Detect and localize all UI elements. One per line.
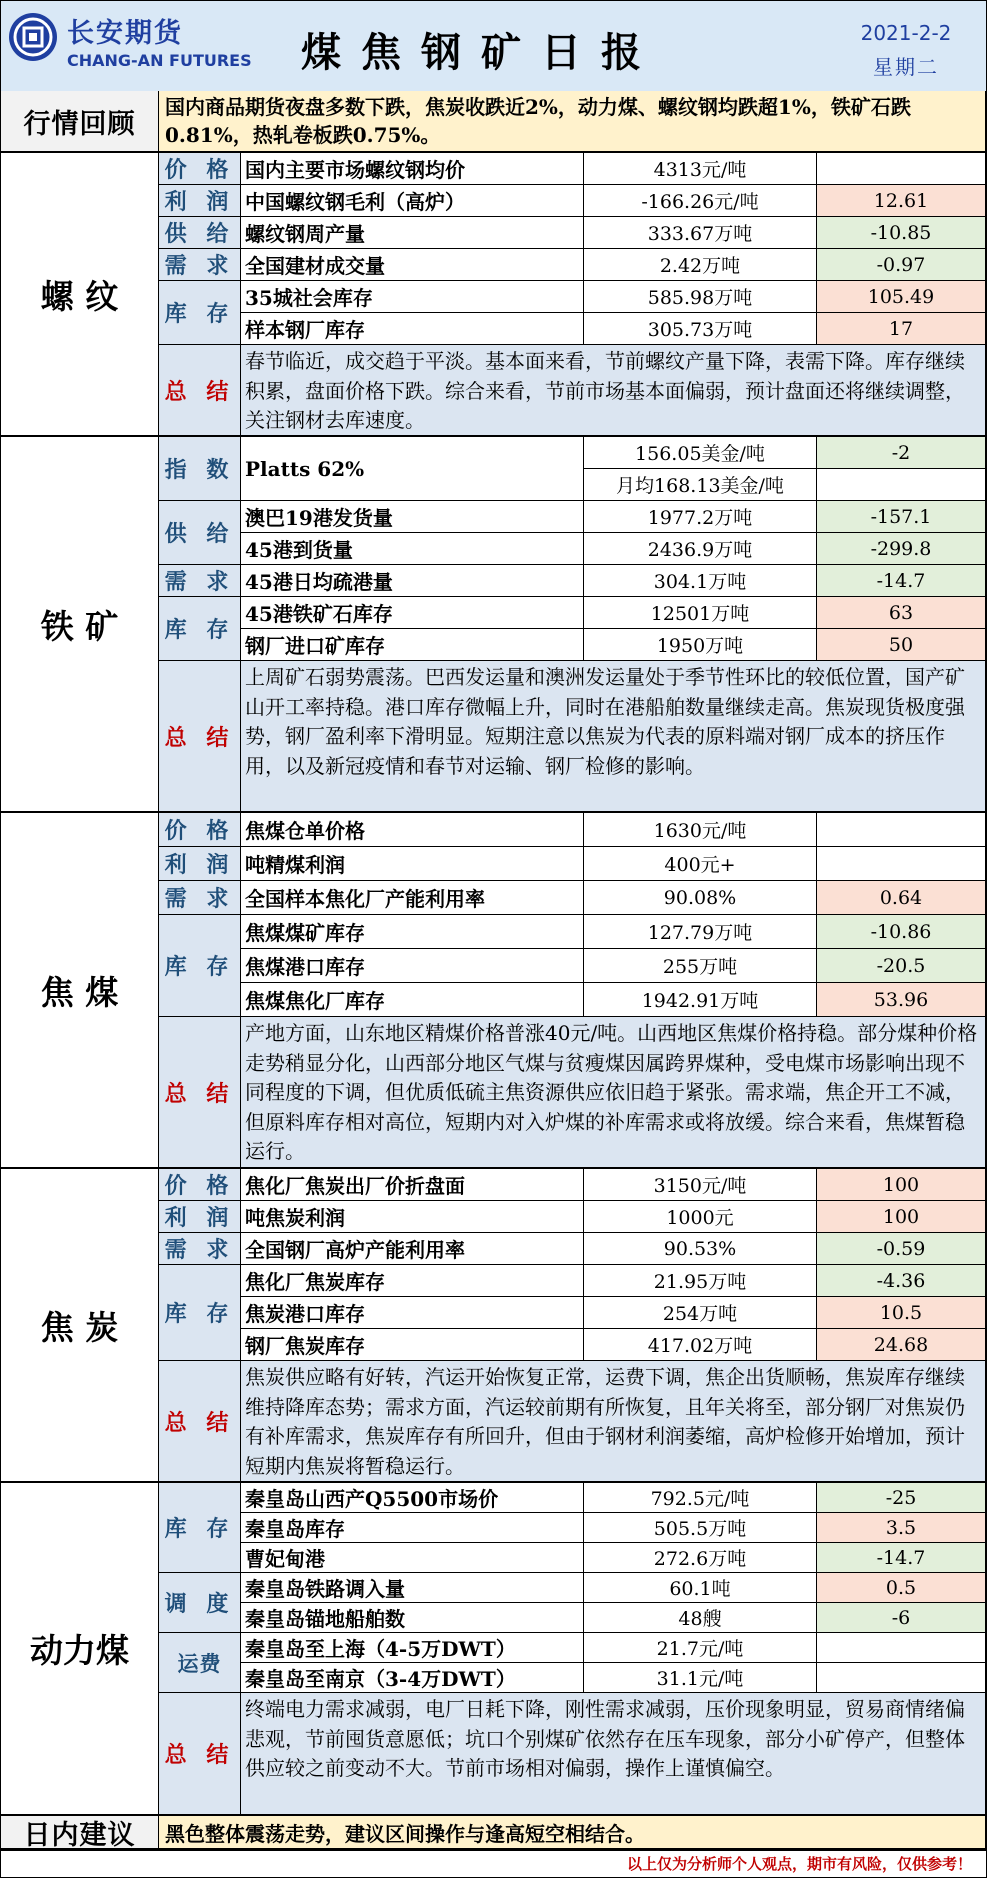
table-row-change: -20.5: [817, 949, 986, 983]
coke-summary-text: 焦炭供应略有好转，汽运开始恢复正常，运费下调，焦企出货顺畅，焦炭库存继续维持降库态势；需求方面，汽运较前期有所恢复，且年关将至，部分钢厂对焦炭仍有补库需求，焦炭库存有所回升，但由于钢材利润萎缩，高炉检修开始增加，预计短期内焦炭将暂稳运行。: [241, 1361, 986, 1483]
table-row-value: 333.67万吨: [584, 217, 817, 249]
iron-cat-supply: 供 给: [159, 501, 241, 565]
table-row-value: -166.26元/吨: [584, 185, 817, 217]
brand-name-cn: 长安期货: [67, 18, 183, 49]
table-row-change: -25: [817, 1483, 986, 1513]
table-row-value: 272.6万吨: [584, 1543, 817, 1573]
table-row-value: 305.73万吨: [584, 313, 817, 345]
table-row-change: -6: [817, 1603, 986, 1633]
table-row-change: 17: [817, 313, 986, 345]
table-row-name: 吨精煤利润: [241, 847, 584, 881]
table-row-change: 10.5: [817, 1297, 986, 1329]
table-row-name: 焦煤焦化厂库存: [241, 983, 584, 1017]
table-row-name: 焦化厂焦炭库存: [241, 1265, 584, 1297]
table-row-name: 秦皇岛山西产Q5500市场价: [241, 1483, 584, 1513]
coke-cat-price: 价 格: [159, 1169, 241, 1201]
table-row-change: 63: [817, 597, 986, 629]
table-row-value: 505.5万吨: [584, 1513, 817, 1543]
report-header: [1, 1, 986, 93]
table-row-change: -0.97: [817, 249, 986, 281]
table-row-value: 21.95万吨: [584, 1265, 817, 1297]
table-row-name: 钢厂进口矿库存: [241, 629, 584, 661]
iron-cat-index: 指 数: [159, 437, 241, 501]
table-row-change: -14.7: [817, 1543, 986, 1573]
intraday-text: 黑色整体震荡走势，建议区间操作与逢高短空相结合。: [159, 1816, 986, 1849]
report-title: 煤焦钢矿日报: [301, 29, 661, 76]
table-row-value: 127.79万吨: [584, 915, 817, 949]
table-row-value: 585.98万吨: [584, 281, 817, 313]
thermal-cat-freight: 运费: [159, 1633, 241, 1693]
table-row-value: 254万吨: [584, 1297, 817, 1329]
table-row-change: [817, 813, 986, 847]
table-row-name: 秦皇岛锚地船舶数: [241, 1603, 584, 1633]
table-row-name: 中国螺纹钢毛利（高炉）: [241, 185, 584, 217]
table-row-value: 90.08%: [584, 881, 817, 915]
table-row-name: 样本钢厂库存: [241, 313, 584, 345]
table-row-value: 90.53%: [584, 1233, 817, 1265]
risk-disclaimer: 以上仅为分析师个人观点，期市有风险，仅供参考！: [1, 1849, 986, 1877]
table-row-change: 0.64: [817, 881, 986, 915]
table-row-name: 焦煤港口库存: [241, 949, 584, 983]
chang-an-logo-icon: [7, 11, 59, 63]
table-row-value: 400元+: [584, 847, 817, 881]
table-row-value: 417.02万吨: [584, 1329, 817, 1361]
table-row-name: 全国钢厂高炉产能利用率: [241, 1233, 584, 1265]
table-row-name: 45港到货量: [241, 533, 584, 565]
table-row-change: -14.7: [817, 565, 986, 597]
thermal-cat-inventory: 库 存: [159, 1483, 241, 1573]
table-row-name: 螺纹钢周产量: [241, 217, 584, 249]
iron-index-monthly-avg: 月均168.13美金/吨: [584, 469, 817, 501]
review-label: 行情回顾: [1, 91, 159, 153]
table-row-change: -10.86: [817, 915, 986, 949]
table-row-name: 秦皇岛铁路调入量: [241, 1573, 584, 1603]
table-row-change: -4.36: [817, 1265, 986, 1297]
table-row-name: 国内主要市场螺纹钢均价: [241, 153, 584, 185]
thermal-summary-text: 终端电力需求减弱，电厂日耗下降，刚性需求减弱，压价现象明显，贸易商情绪偏悲观，节前囤货意愿低；坑口个别煤矿依然存在压车现象，部分小矿停产，但整体供应较之前变动不大。节前市场相对偏弱，操作上谨慎偏空。: [241, 1693, 986, 1816]
table-row-change: -0.59: [817, 1233, 986, 1265]
rebar-cat-inventory: 库 存: [159, 281, 241, 345]
coking-summary-label: 总 结: [159, 1017, 241, 1169]
iron-index-name: Platts 62%: [241, 437, 584, 501]
section-thermal-coal: 动力煤: [1, 1483, 159, 1816]
table-row-change: [817, 1663, 986, 1693]
review-text: 国内商品期货夜盘多数下跌，焦炭收跌近2%，动力煤、螺纹钢均跌超1%，铁矿石跌0.81%，热轧卷板跌0.75%。: [159, 91, 986, 153]
table-row-value: 60.1吨: [584, 1573, 817, 1603]
table-row-change: -157.1: [817, 501, 986, 533]
table-row-change: [817, 847, 986, 881]
table-row-value: 255万吨: [584, 949, 817, 983]
iron-summary-text: 上周矿石弱势震荡。巴西发运量和澳洲发运量处于季节性环比的较低位置，国产矿山开工率持稳。港口库存微幅上升，同时在港船舶数量继续走高。焦炭现货极度强势，钢厂盈利率下滑明显。短期注意以焦炭为代表的原料端对钢厂成本的挤压作用，以及新冠疫情和春节对运输、钢厂检修的影响。: [241, 661, 986, 813]
table-row-value: 2.42万吨: [584, 249, 817, 281]
table-row-change: 105.49: [817, 281, 986, 313]
rebar-cat-demand: 需 求: [159, 249, 241, 281]
table-row-change: [817, 1633, 986, 1663]
section-iron-ore: 铁 矿: [1, 437, 159, 813]
table-row-name: 钢厂焦炭库存: [241, 1329, 584, 1361]
rebar-cat-supply: 供 给: [159, 217, 241, 249]
table-row-value: 3150元/吨: [584, 1169, 817, 1201]
thermal-summary-label: 总 结: [159, 1693, 241, 1816]
iron-index-change: -2: [817, 437, 986, 469]
coking-summary-text: 产地方面，山东地区精煤价格普涨40元/吨。山西地区焦煤价格持稳。部分煤种价格走势稍显分化，山西部分地区气煤与贫瘦煤因属跨界煤种，受电煤市场影响出现不同程度的下调，但优质低硫主焦资源供应依旧趋于紧张。需求端，焦企开工不减，但原料库存相对高位，短期内对入炉煤的补库需求或将放缓。综合来看，焦煤暂稳运行。: [241, 1017, 986, 1169]
table-row-change: 0.5: [817, 1573, 986, 1603]
table-row-value: 2436.9万吨: [584, 533, 817, 565]
iron-cat-inventory: 库 存: [159, 597, 241, 661]
table-row-change: [817, 153, 986, 185]
table-row-name: 曹妃甸港: [241, 1543, 584, 1573]
table-row-value: 1977.2万吨: [584, 501, 817, 533]
intraday-label: 日内建议: [1, 1816, 159, 1849]
rebar-cat-profit: 利 润: [159, 185, 241, 217]
coking-cat-inventory: 库 存: [159, 915, 241, 1017]
table-row-change: -299.8: [817, 533, 986, 565]
brand-name-en: CHANG-AN FUTURES: [67, 51, 252, 70]
table-row-name: 秦皇岛库存: [241, 1513, 584, 1543]
coking-cat-demand: 需 求: [159, 881, 241, 915]
table-row-name: 秦皇岛至南京（3-4万DWT）: [241, 1663, 584, 1693]
table-row-name: 焦煤仓单价格: [241, 813, 584, 847]
iron-summary-label: 总 结: [159, 661, 241, 813]
table-row-change: 24.68: [817, 1329, 986, 1361]
table-row-name: 35城社会库存: [241, 281, 584, 313]
table-row-value: 21.7元/吨: [584, 1633, 817, 1663]
table-row-change: -10.85: [817, 217, 986, 249]
table-row-change: 12.61: [817, 185, 986, 217]
table-row-value: 12501万吨: [584, 597, 817, 629]
table-row-change: 100: [817, 1201, 986, 1233]
table-row-value: 4313元/吨: [584, 153, 817, 185]
table-row-value: 31.1元/吨: [584, 1663, 817, 1693]
table-row-change: 50: [817, 629, 986, 661]
section-rebar: 螺 纹: [1, 153, 159, 437]
coke-cat-profit: 利 润: [159, 1201, 241, 1233]
section-coke: 焦 炭: [1, 1169, 159, 1483]
table-row-value: 792.5元/吨: [584, 1483, 817, 1513]
table-row-name: 焦化厂焦炭出厂价折盘面: [241, 1169, 584, 1201]
iron-cat-demand: 需 求: [159, 565, 241, 597]
section-coking-coal: 焦 煤: [1, 813, 159, 1169]
table-row-name: 45港日均疏港量: [241, 565, 584, 597]
coking-cat-profit: 利 润: [159, 847, 241, 881]
table-row-name: 秦皇岛至上海（4-5万DWT）: [241, 1633, 584, 1663]
table-row-change: 53.96: [817, 983, 986, 1017]
table-row-value: 1630元/吨: [584, 813, 817, 847]
report-date: 2021-2-2: [860, 21, 952, 45]
table-row-change: [817, 469, 986, 501]
table-row-name: 焦炭港口库存: [241, 1297, 584, 1329]
table-row-change: 3.5: [817, 1513, 986, 1543]
rebar-cat-price: 价 格: [159, 153, 241, 185]
table-row-name: 全国建材成交量: [241, 249, 584, 281]
table-row-value: 1000元: [584, 1201, 817, 1233]
iron-index-value: 156.05美金/吨: [584, 437, 817, 469]
report-weekday: 星期二: [873, 55, 939, 79]
table-row-name: 45港铁矿石库存: [241, 597, 584, 629]
rebar-summary-label: 总 结: [159, 345, 241, 437]
table-row-name: 焦煤煤矿库存: [241, 915, 584, 949]
table-row-change: 100: [817, 1169, 986, 1201]
table-row-value: 1950万吨: [584, 629, 817, 661]
table-row-name: 吨焦炭利润: [241, 1201, 584, 1233]
rebar-summary-text: 春节临近，成交趋于平淡。基本面来看，节前螺纹产量下降，表需下降。库存继续积累，盘面价格下跌。综合来看，节前市场基本面偏弱，预计盘面还将继续调整，关注钢材去库速度。: [241, 345, 986, 437]
table-row-value: 304.1万吨: [584, 565, 817, 597]
table-row-value: 48艘: [584, 1603, 817, 1633]
table-row-name: 全国样本焦化厂产能利用率: [241, 881, 584, 915]
coke-cat-inventory: 库 存: [159, 1265, 241, 1361]
table-row-name: 澳巴19港发货量: [241, 501, 584, 533]
coking-cat-price: 价 格: [159, 813, 241, 847]
coke-cat-demand: 需 求: [159, 1233, 241, 1265]
thermal-cat-dispatch: 调 度: [159, 1573, 241, 1633]
table-row-value: 1942.91万吨: [584, 983, 817, 1017]
coke-summary-label: 总 结: [159, 1361, 241, 1483]
